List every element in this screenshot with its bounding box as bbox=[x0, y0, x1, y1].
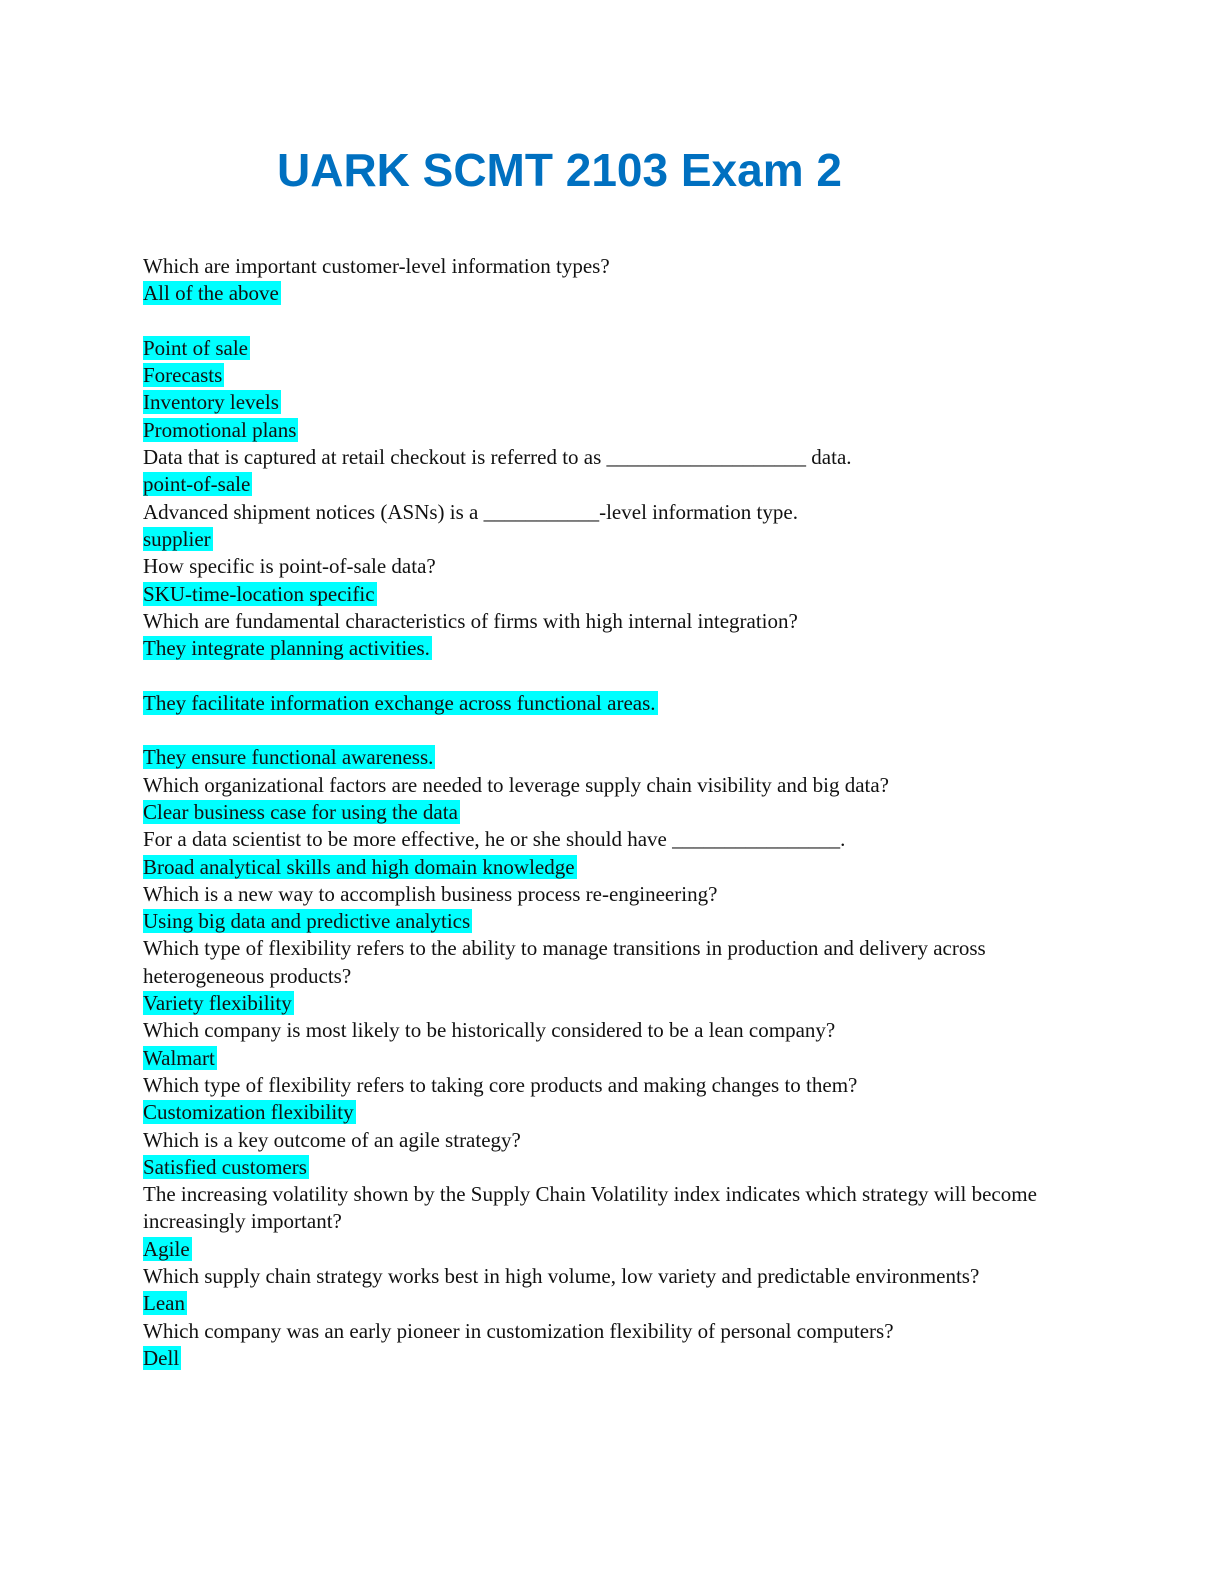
question-text: Advanced shipment notices (ASNs) is a ___________-level information type. bbox=[143, 499, 798, 524]
answer-text: Forecasts bbox=[143, 363, 223, 388]
question-line bbox=[143, 1072, 1043, 1099]
question-line bbox=[143, 444, 1043, 471]
answer-line bbox=[143, 635, 1043, 662]
question-line bbox=[143, 1318, 1043, 1345]
answer-text: They ensure functional awareness. bbox=[143, 745, 434, 770]
answer-line bbox=[143, 280, 1043, 307]
answer-text: Walmart bbox=[143, 1045, 215, 1070]
answer-text: Using big data and predictive analytics bbox=[143, 909, 471, 934]
question-line bbox=[143, 1263, 1043, 1290]
answer-text: All of the above bbox=[143, 281, 279, 306]
answer-text: Inventory levels bbox=[143, 390, 279, 415]
question-text: Which type of flexibility refers to taking core products and making changes to them? bbox=[143, 1072, 858, 1097]
question-line bbox=[143, 772, 1043, 799]
question-line bbox=[143, 826, 1043, 853]
document-title: UARK SCMT 2103 Exam 2 bbox=[277, 144, 842, 196]
answer-text: Customization flexibility bbox=[143, 1100, 354, 1125]
answer-line bbox=[143, 1290, 1043, 1317]
qa-content bbox=[143, 253, 1043, 1372]
answer-line bbox=[143, 799, 1043, 826]
answer-line bbox=[143, 1345, 1043, 1372]
answer-text: Broad analytical skills and high domain knowledge bbox=[143, 854, 575, 879]
question-text: The increasing volatility shown by the Supply Chain Volatility index indicates which strategy will become increasingly important? bbox=[143, 1182, 1037, 1234]
question-line bbox=[143, 253, 1043, 280]
question-text: Data that is captured at retail checkout is referred to as ___________________ data. bbox=[143, 445, 852, 470]
answer-text: They facilitate information exchange across functional areas. bbox=[143, 690, 656, 715]
question-text: Which company is most likely to be historically considered to be a lean company? bbox=[143, 1018, 836, 1043]
answer-line bbox=[143, 526, 1043, 553]
answer-line bbox=[143, 990, 1043, 1017]
answer-line bbox=[143, 581, 1043, 608]
question-line bbox=[143, 499, 1043, 526]
answer-line bbox=[143, 417, 1043, 444]
answer-line bbox=[143, 389, 1043, 416]
blank-line bbox=[143, 717, 1043, 744]
question-text: Which are fundamental characteristics of firms with high internal integration? bbox=[143, 608, 798, 633]
answer-line bbox=[143, 1099, 1043, 1126]
answer-line bbox=[143, 335, 1043, 362]
answer-text: SKU-time-location specific bbox=[143, 581, 375, 606]
answer-text: Lean bbox=[143, 1291, 185, 1316]
question-text: Which supply chain strategy works best in high volume, low variety and predictable environments? bbox=[143, 1263, 980, 1288]
question-text: Which type of flexibility refers to the ability to manage transitions in production and delivery across heterogeneous products? bbox=[143, 936, 986, 988]
answer-text: Point of sale bbox=[143, 335, 248, 360]
question-text: Which is a key outcome of an agile strategy? bbox=[143, 1127, 521, 1152]
question-line bbox=[143, 881, 1043, 908]
question-text: For a data scientist to be more effective, he or she should have ________________. bbox=[143, 827, 846, 852]
question-line bbox=[143, 608, 1043, 635]
answer-line bbox=[143, 1045, 1043, 1072]
answer-line bbox=[143, 1154, 1043, 1181]
answer-text: point-of-sale bbox=[143, 472, 251, 497]
answer-line bbox=[143, 1236, 1043, 1263]
answer-line bbox=[143, 908, 1043, 935]
question-line bbox=[143, 553, 1043, 580]
question-line bbox=[143, 1127, 1043, 1154]
answer-line bbox=[143, 471, 1043, 498]
answer-line bbox=[143, 690, 1043, 717]
question-line bbox=[143, 1181, 1043, 1236]
answer-line bbox=[143, 362, 1043, 389]
answer-text: Variety flexibility bbox=[143, 991, 292, 1016]
answer-text: Promotional plans bbox=[143, 417, 297, 442]
blank-line bbox=[143, 308, 1043, 335]
blank-line bbox=[143, 662, 1043, 689]
answer-text: supplier bbox=[143, 526, 211, 551]
answer-text: Satisfied customers bbox=[143, 1154, 307, 1179]
answer-line bbox=[143, 854, 1043, 881]
answer-line bbox=[143, 744, 1043, 771]
question-text: Which company was an early pioneer in customization flexibility of personal computers? bbox=[143, 1318, 894, 1343]
question-text: Which are important customer-level information types? bbox=[143, 254, 610, 278]
answer-text: Agile bbox=[143, 1236, 190, 1261]
question-text: Which organizational factors are needed to leverage supply chain visibility and big data? bbox=[143, 772, 890, 797]
answer-text: They integrate planning activities. bbox=[143, 636, 430, 661]
answer-text: Dell bbox=[143, 1345, 180, 1370]
question-text: Which is a new way to accomplish business process re-engineering? bbox=[143, 881, 718, 906]
answer-text: Clear business case for using the data bbox=[143, 799, 458, 824]
question-line bbox=[143, 1017, 1043, 1044]
question-line bbox=[143, 935, 1043, 990]
question-text: How specific is point-of-sale data? bbox=[143, 554, 436, 579]
